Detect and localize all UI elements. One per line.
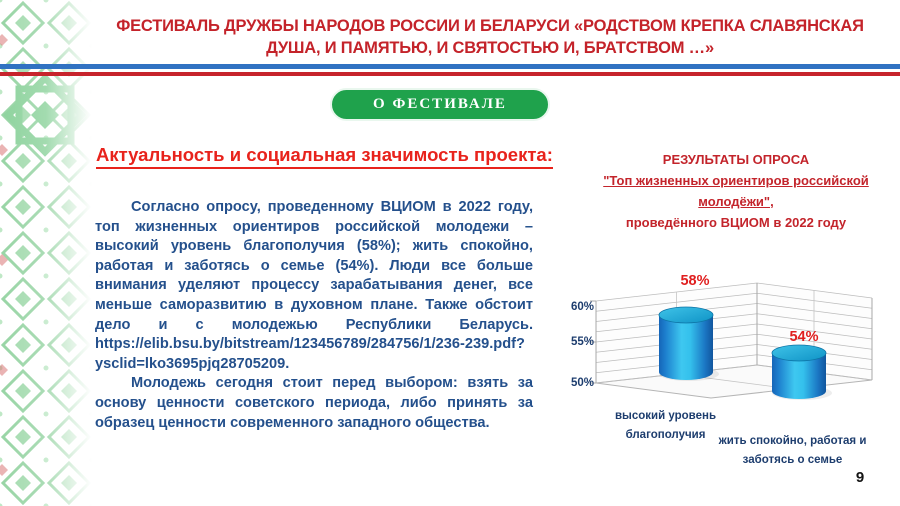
data-label-bar1: 58% bbox=[680, 273, 710, 289]
page-number: 9 bbox=[855, 469, 865, 486]
divider-stripe-red bbox=[0, 72, 900, 76]
body-text bbox=[95, 198, 533, 433]
chart-title-line2: "Топ жизненных ориентиров российской молодёжи", bbox=[603, 173, 869, 209]
slide-title: ФЕСТИВАЛЬ ДРУЖБЫ НАРОДОВ РОССИИ И БЕЛАРУСИ «РОДСТВОМ КРЕПКА СЛАВЯНСКАЯ ДУША, И ПАМЯТЬЮ, И СВЯТОСТЬЮ И, БРАТСТВОМ …» bbox=[116, 17, 864, 57]
y-tick-50: 50% bbox=[570, 377, 594, 389]
category-label-1: высокий уровень благополучия bbox=[614, 410, 717, 441]
body-paragraph-1: Согласно опросу, проведенному ВЦИОМ в 2022 году, топ жизненных ориентиров российской молодежи – высокий уровень благополучия (58%); жить спокойно, работая и заботясь о семье (54%). Люди все больше внимания уделяют процессу зарабатывания денег, все меньше саморазвитию в духовном плане. Также обстоит дело и с молодежью Республики Беларусь. https://elib.bsu.by/bitstream/123456789/284756/1/236-239.pdf?ysclid=lko3695pjq28705209. bbox=[95, 199, 533, 372]
chart-title-line1: РЕЗУЛЬТАТЫ ОПРОСА bbox=[662, 152, 810, 167]
chart-title-block bbox=[582, 149, 890, 233]
divider-stripe-blue bbox=[0, 64, 900, 69]
category-label-2: жить спокойно, работая и заботясь о семье bbox=[718, 435, 867, 466]
y-tick-60: 60% bbox=[570, 301, 594, 313]
about-festival-button-label: О ФЕСТИВАЛЕ bbox=[373, 96, 507, 112]
section-heading: Актуальность и социальная значимость проекта: bbox=[96, 144, 553, 169]
bar-cylinder-2 bbox=[772, 345, 832, 400]
y-tick-55: 55% bbox=[570, 336, 594, 348]
data-label-bar2: 54% bbox=[789, 329, 819, 345]
body-paragraph-2: Молодежь сегодня стоит перед выбором: взять за основу ценности советского периода, либо принять за образец ценности современного западного общества. bbox=[95, 375, 533, 431]
chart-title-line3: проведённого ВЦИОМ в 2022 году bbox=[625, 215, 847, 230]
about-festival-button[interactable] bbox=[330, 88, 550, 121]
bar-cylinder-1 bbox=[659, 307, 719, 381]
